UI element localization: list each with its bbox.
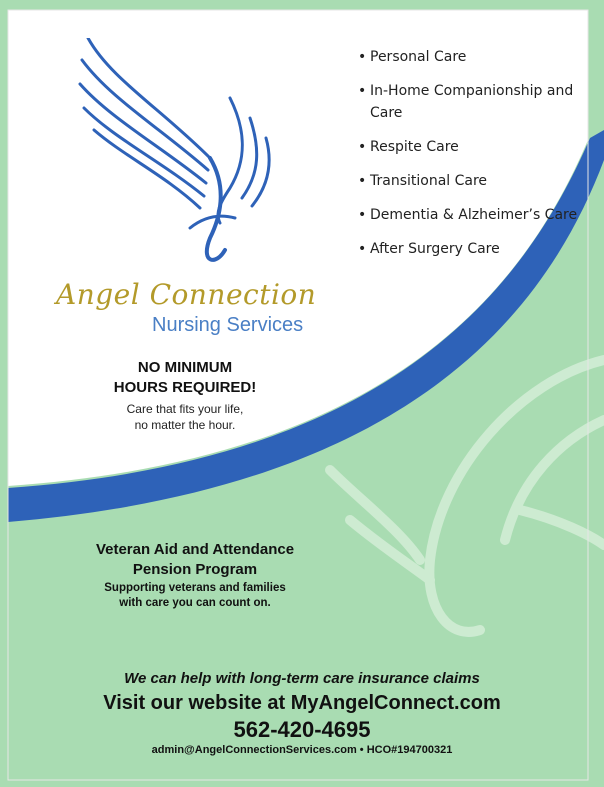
bullet-icon: • (358, 139, 367, 155)
website-line[interactable]: Visit our website at MyAngelConnect.com (103, 692, 501, 714)
bullet-icon: • (358, 83, 367, 99)
insurance-line: We can help with long-term care insurance claims (124, 670, 480, 687)
brand-name: Angel Connection (56, 278, 317, 311)
brand-subtitle: Nursing Services (152, 314, 304, 336)
bullet-icon: • (358, 173, 367, 189)
veteran-subtext: Supporting veterans and families with care you can count on. (104, 582, 286, 609)
list-item: • Respite Care (358, 136, 588, 158)
services-list (358, 46, 588, 272)
list-item: • Transitional Care (358, 170, 588, 192)
bullet-icon: • (358, 49, 367, 65)
list-item: • In-Home Companionship and Care (358, 80, 588, 124)
bullet-icon: • (358, 207, 367, 223)
phone-number[interactable]: 562-420-4695 (233, 717, 371, 742)
contact-line[interactable]: admin@AngelConnectionServices.com • HCO#194700321 (151, 744, 453, 756)
bullet-icon: • (358, 241, 367, 257)
promo-headline: NO MINIMUM HOURS REQUIRED! (113, 359, 257, 396)
veteran-title: Veteran Aid and Attendance Pension Program (95, 541, 295, 578)
promo-subtext: Care that fits your life, no matter the hour. (126, 402, 244, 432)
list-item: • Personal Care (358, 46, 588, 68)
angel-wing-icon (70, 38, 280, 268)
list-item: • Dementia & Alzheimer’s Care (358, 204, 588, 226)
list-item: • After Surgery Care (358, 238, 588, 260)
